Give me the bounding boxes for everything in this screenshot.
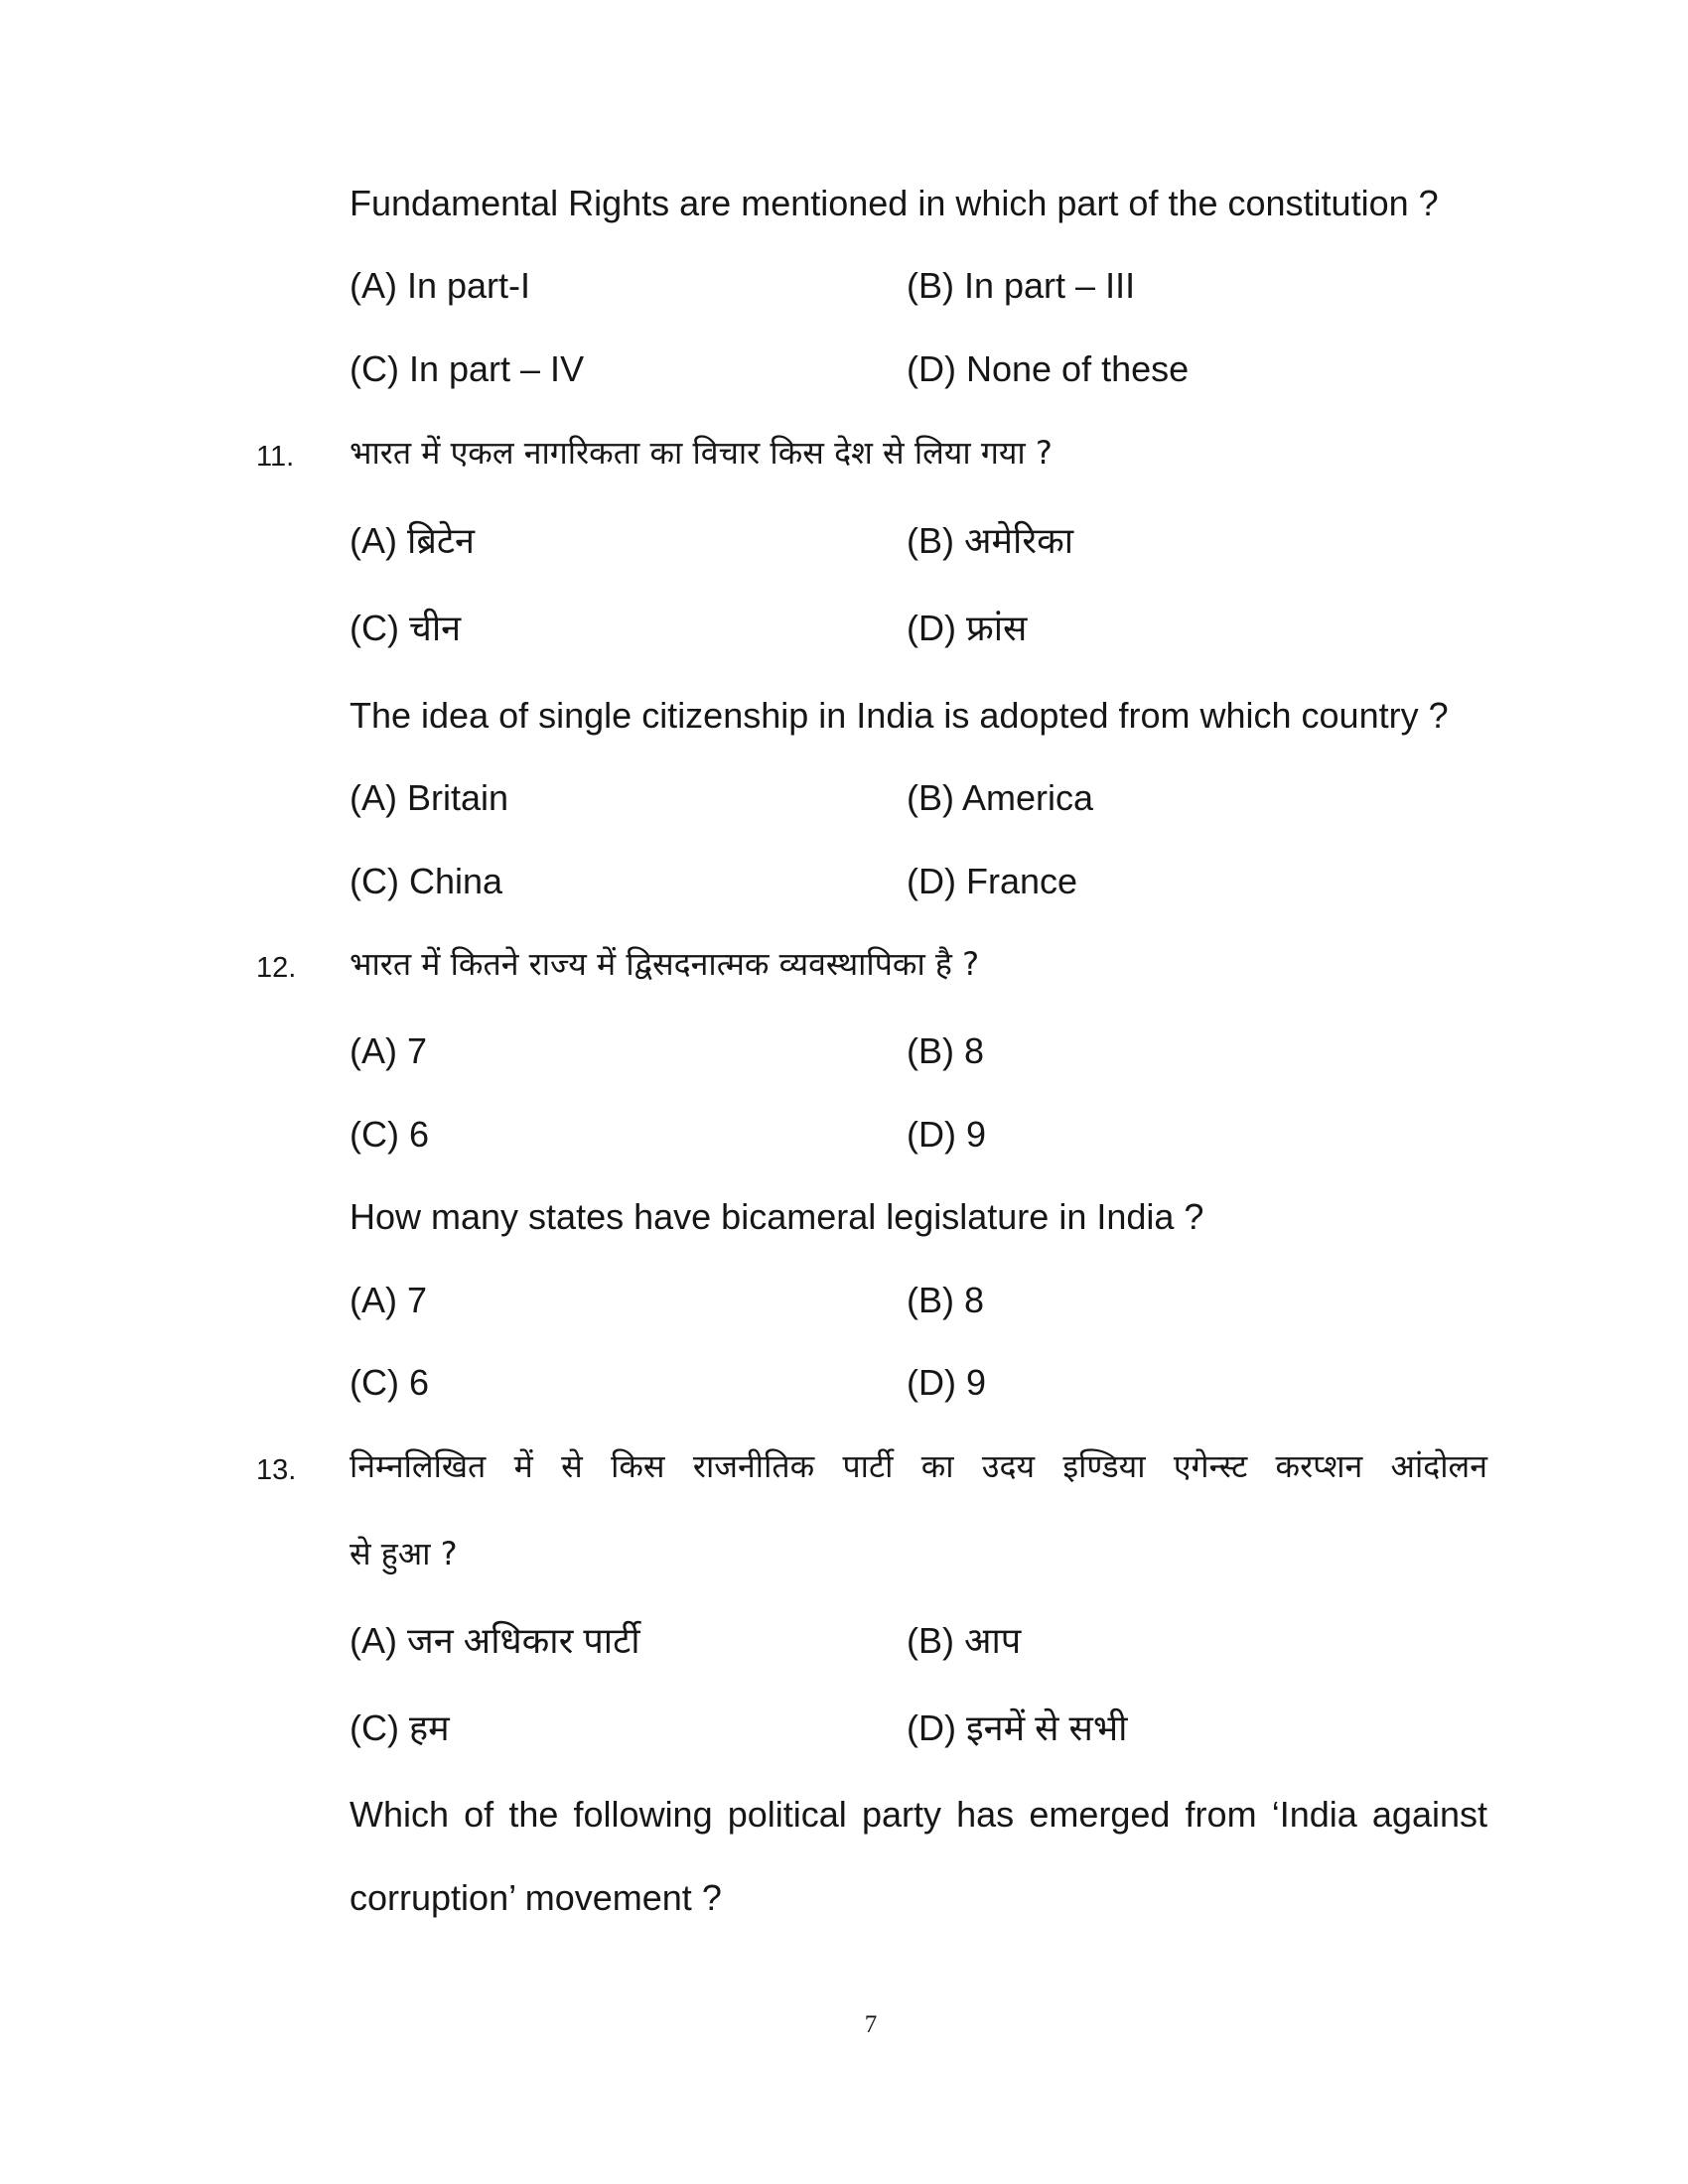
q11-hi-question: भारत में एकल नागरिकता का विचार किस देश से लिया गया ? bbox=[350, 434, 1053, 472]
q13-hi-option-d: (D) इनमें से सभी bbox=[907, 1707, 1128, 1748]
q11-hi-option-d: (D) फ्रांस bbox=[907, 608, 1028, 648]
q12-en-option-d: (D) 9 bbox=[907, 1362, 986, 1403]
q12-hi-option-c: (C) 6 bbox=[350, 1114, 429, 1155]
q12-en-option-b: (B) 8 bbox=[907, 1280, 985, 1320]
q11-hi-option-c: (C) चीन bbox=[350, 608, 462, 648]
q12-hi-option-d: (D) 9 bbox=[907, 1114, 986, 1155]
q12-hi-question: भारत में कितने राज्य में द्विसदनात्मक व्यवस्थापिका है ? bbox=[350, 945, 980, 983]
q12-hi-option-a: (A) 7 bbox=[350, 1030, 428, 1071]
q12-en-option-a: (A) 7 bbox=[350, 1280, 428, 1320]
q12-en-option-c: (C) 6 bbox=[350, 1362, 429, 1403]
q13-en-question-line-2: corruption’ movement ? bbox=[350, 1877, 722, 1918]
q13-hi-option-a: (A) जन अधिकार पार्टी bbox=[350, 1620, 640, 1661]
q10-en-question: Fundamental Rights are mentioned in which part of the constitution ? bbox=[350, 183, 1439, 223]
q10-en-option-b: (B) In part – III bbox=[907, 265, 1136, 306]
q11-en-question: The idea of single citizenship in India is adopted from which country ? bbox=[350, 695, 1449, 736]
q11-en-option-d: (D) France bbox=[907, 861, 1078, 901]
q13-en-question-line-1: Which of the following political party has emerged from ‘India against bbox=[350, 1794, 1487, 1835]
q10-en-option-d: (D) None of these bbox=[907, 348, 1190, 389]
q12-hi-option-b: (B) 8 bbox=[907, 1030, 985, 1071]
q10-en-option-a: (A) In part-I bbox=[350, 265, 531, 306]
q13-hi-option-c: (C) हम bbox=[350, 1707, 450, 1748]
q12-number: 12. bbox=[256, 952, 297, 984]
q11-hi-option-a: (A) ब्रिटेन bbox=[350, 520, 475, 561]
page-number: 7 bbox=[864, 2011, 878, 2038]
q11-hi-option-b: (B) अमेरिका bbox=[907, 520, 1074, 561]
q13-number: 13. bbox=[256, 1454, 297, 1486]
q13-hi-question-line-1: निम्नलिखित में से किस राजनीतिक पार्टी का उदय इण्डिया एगेन्स्ट करप्शन आंदोलन bbox=[350, 1447, 1487, 1485]
q13-hi-question-line-2: से हुआ ? bbox=[350, 1535, 458, 1572]
q10-en-option-c: (C) In part – IV bbox=[350, 348, 585, 389]
q11-en-option-a: (A) Britain bbox=[350, 777, 509, 818]
q12-en-question: How many states have bicameral legislature in India ? bbox=[350, 1196, 1204, 1237]
q11-en-option-c: (C) China bbox=[350, 861, 503, 901]
q13-hi-option-b: (B) आप bbox=[907, 1620, 1022, 1661]
q11-number: 11. bbox=[256, 441, 295, 473]
q11-en-option-b: (B) America bbox=[907, 777, 1094, 818]
